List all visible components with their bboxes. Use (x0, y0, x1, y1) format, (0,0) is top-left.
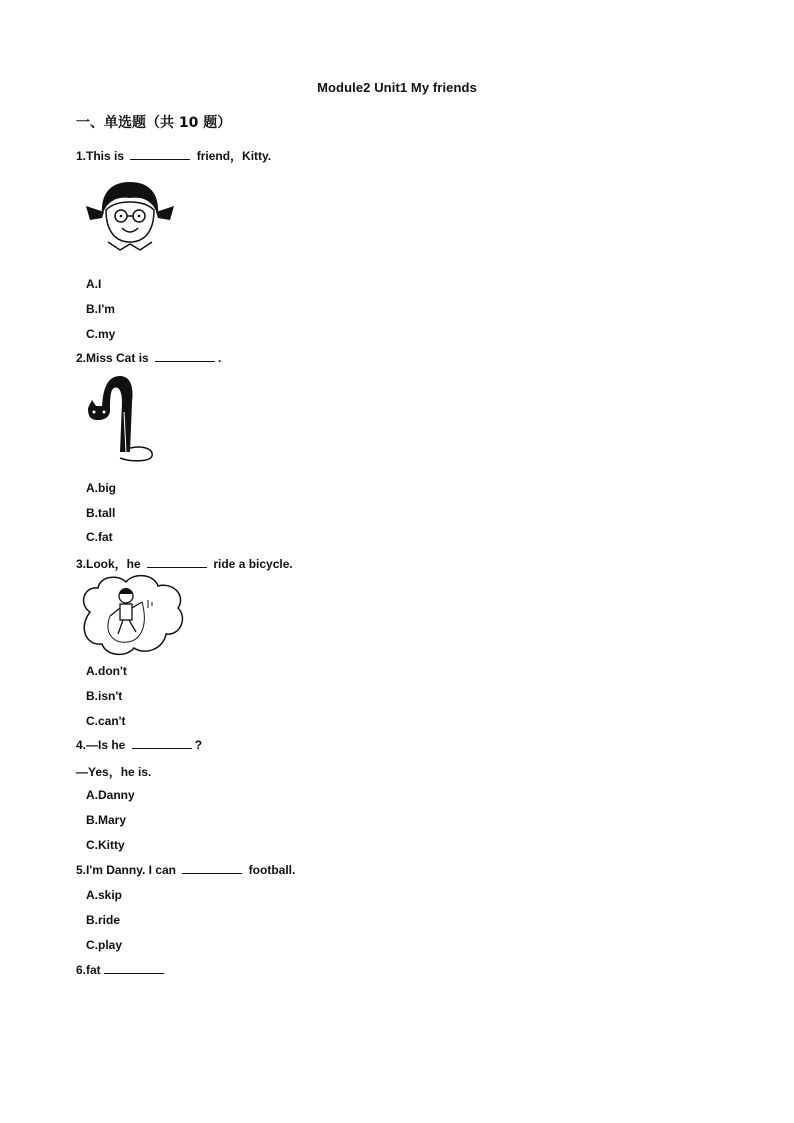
answer-blank (182, 863, 242, 874)
answer-blank (132, 738, 192, 749)
option-4c[interactable]: C.Kitty (86, 838, 125, 852)
option-1b[interactable]: B.I'm (86, 302, 115, 316)
section-heading: 一、单选题（共 10 题） (76, 115, 232, 131)
option-3b[interactable]: B.isn't (86, 689, 123, 703)
option-2a[interactable]: A.big (86, 481, 116, 495)
answer-blank (104, 963, 164, 974)
question-5: 5.I'm Danny. I can football. (76, 863, 296, 877)
option-3a[interactable]: A.don't (86, 664, 127, 678)
option-1a[interactable]: A.I (86, 277, 102, 291)
document-title: Module2 Unit1 My friends (317, 80, 477, 95)
option-2b[interactable]: B.tall (86, 506, 116, 520)
option-3c[interactable]: C.can't (86, 714, 126, 728)
question-2: 2.Miss Cat is . (76, 351, 222, 365)
option-5b[interactable]: B.ride (86, 913, 121, 927)
tall-cat-icon (80, 372, 160, 464)
option-1c[interactable]: C.my (86, 327, 116, 341)
question-3: 3.Look，he ride a bicycle. (76, 557, 293, 571)
option-5c[interactable]: C.play (86, 938, 123, 952)
option-4b[interactable]: B.Mary (86, 813, 127, 827)
question-4-response: —Yes，he is. (76, 765, 152, 779)
option-4a[interactable]: A.Danny (86, 788, 135, 802)
question-6: 6.fat (76, 963, 167, 977)
question-1: 1.This is friend，Kitty. (76, 149, 272, 163)
option-5a[interactable]: A.skip (86, 888, 123, 902)
answer-blank (130, 149, 190, 160)
girl-with-glasses-icon (84, 180, 176, 252)
answer-blank (155, 351, 215, 362)
option-2c[interactable]: C.fat (86, 530, 113, 544)
boy-skipping-rope-icon (76, 572, 188, 658)
answer-blank (147, 557, 207, 568)
question-4: 4.—Is he ? (76, 738, 203, 752)
